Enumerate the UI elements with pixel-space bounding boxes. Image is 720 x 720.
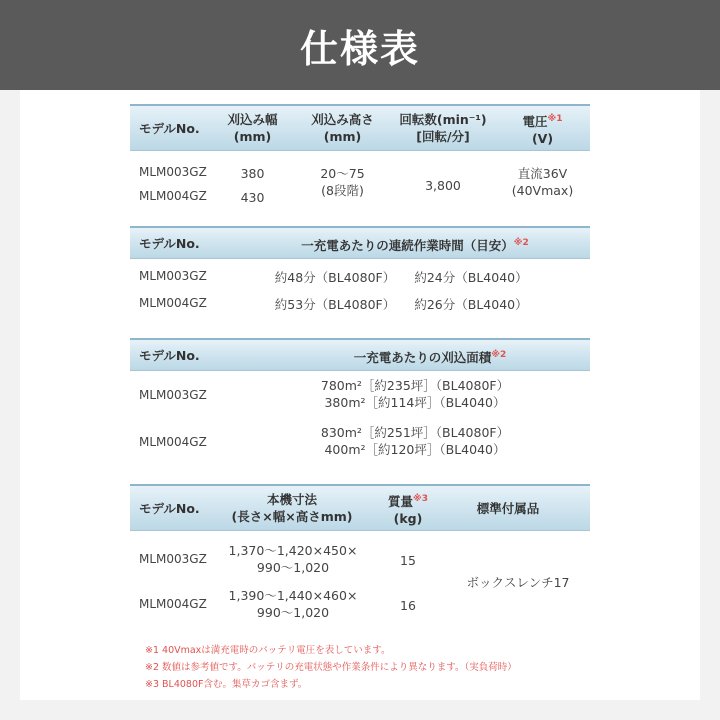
voltage-cell [505, 165, 580, 199]
spec-table-1 [130, 104, 590, 211]
mass-cell: 15 [400, 553, 416, 568]
dimensions-line-1: 1,390～1,440×460× [228, 588, 358, 603]
header-cut-area [270, 347, 590, 366]
runtime-bl4080f-cell: 約53分（BL4080F） [274, 297, 396, 312]
header-accessories: 標準付属品 [476, 501, 540, 516]
dimensions-cell [218, 542, 368, 576]
model-cell: MLM004GZ [139, 597, 207, 611]
spec-table-2 [130, 226, 590, 341]
header-dimensions-label: 本機寸法 [266, 492, 317, 507]
header-model: モデルNo. [139, 121, 200, 136]
cut-area-bl4040: 380m²［約114坪］（BL4040） [324, 395, 506, 410]
header-model: モデルNo. [139, 501, 200, 516]
table-2-body [130, 259, 590, 341]
mass-cell: 16 [400, 598, 416, 613]
table-1-body [130, 151, 590, 211]
page-title: 仕様表 [0, 0, 720, 90]
header-voltage-label: 電圧 [522, 114, 548, 130]
model-cell: MLM004GZ [139, 296, 207, 310]
table-2-header [130, 226, 590, 259]
header-cut-area-label: 一充電あたりの刈込面積 [353, 350, 492, 366]
cut-width-cell: 380 [240, 166, 265, 181]
rpm-cell: 3,800 [425, 178, 461, 193]
header-cut-height-label: 刈込み高さ [311, 112, 374, 127]
accessory-cell: ボックスレンチ17 [466, 575, 570, 590]
header-voltage [505, 111, 580, 147]
header-cut-width [215, 111, 290, 145]
header-cut-width-label: 刈込み幅 [227, 112, 278, 127]
table-1-header [130, 104, 590, 151]
runtime-bl4040-cell: 約24分（BL4040） [414, 270, 528, 285]
footnote-mark-1: ※1 [547, 114, 563, 124]
header-cut-height-unit: (mm) [323, 129, 362, 144]
footnote-mark-2: ※2 [513, 238, 529, 248]
footnote-mark-2: ※2 [491, 350, 507, 360]
model-cell: MLM004GZ [139, 435, 207, 449]
dimensions-line-2: 990～1,020 [256, 605, 330, 620]
cut-area-cell [290, 377, 540, 411]
dimensions-line-2: 990～1,020 [256, 560, 330, 575]
header-rpm [388, 111, 498, 145]
runtime-bl4080f-cell: 約48分（BL4080F） [274, 270, 396, 285]
cut-area-bl4080f: 780m²［約235坪］（BL4080F） [320, 378, 510, 393]
footnote-2: ※2 数値は参考値です。バッテリの充電状態や作業条件により異なります。（実負荷時） [145, 662, 517, 673]
table-4-body [130, 531, 590, 631]
header-voltage-unit: (V) [531, 131, 554, 147]
cut-area-bl4040: 400m²［約120坪］（BL4040） [324, 442, 506, 457]
cut-width-cell: 430 [240, 190, 265, 205]
header-rpm-unit: [回転/分] [416, 129, 470, 144]
spec-table-3 [130, 338, 590, 483]
cut-area-cell [290, 424, 540, 458]
header-mass-label: 質量 [387, 494, 413, 510]
model-cell: MLM003GZ [139, 269, 207, 283]
footnote-1: ※1 40Vmaxは満充電時のバッテリ電圧を表しています。 [145, 645, 391, 656]
header-mass [378, 491, 438, 527]
header-cut-height [300, 111, 385, 145]
header-cut-width-unit: (mm) [233, 129, 272, 144]
spec-table-4 [130, 484, 590, 631]
voltage-value: 直流36V [517, 166, 568, 181]
table-4-header [130, 484, 590, 531]
dimensions-cell [218, 587, 368, 621]
header-dimensions [222, 491, 362, 525]
header-model: モデルNo. [139, 348, 200, 363]
runtime-bl4040-cell: 約26分（BL4040） [414, 297, 528, 312]
cut-height-steps: (8段階) [321, 183, 364, 198]
footnote-mark-3: ※3 [413, 494, 429, 504]
model-cell: MLM004GZ [139, 189, 207, 203]
header-model: モデルNo. [139, 236, 200, 251]
footnote-3: ※3 BL4080F含む。集草カゴ含まず。 [145, 679, 308, 690]
model-cell: MLM003GZ [139, 552, 207, 566]
dimensions-line-1: 1,370～1,420×450× [228, 543, 358, 558]
table-3-header [130, 338, 590, 371]
voltage-max: (40Vmax) [511, 183, 574, 198]
header-rpm-label: 回転数(min⁻¹) [399, 112, 487, 127]
model-cell: MLM003GZ [139, 165, 207, 179]
cut-height-range: 20～75 [320, 166, 365, 181]
model-cell: MLM003GZ [139, 388, 207, 402]
cut-area-bl4080f: 830m²［約251坪］（BL4080F） [320, 425, 510, 440]
table-3-body [130, 371, 590, 483]
header-runtime [250, 235, 580, 254]
header-dimensions-unit: (長さ×幅×高さmm) [231, 509, 353, 524]
cut-height-cell [300, 165, 385, 199]
header-mass-unit: (kg) [393, 511, 423, 527]
header-runtime-label: 一充電あたりの連続作業時間（目安） [301, 238, 514, 254]
